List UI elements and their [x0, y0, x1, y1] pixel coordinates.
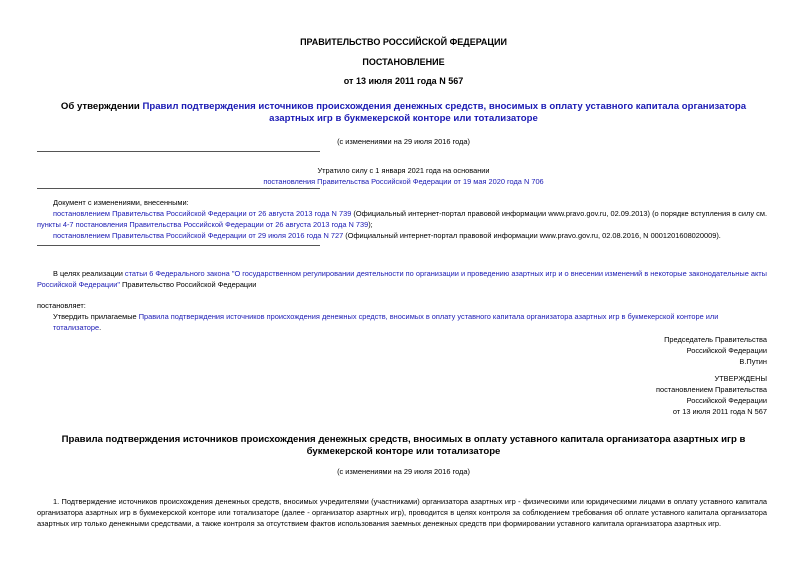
approve-start: Утвердить прилагаемые	[53, 312, 139, 321]
approved-title: УТВЕРЖДЕНЫ	[714, 374, 767, 383]
preamble-law-link[interactable]: статьи 6 Федерального закона "О государственном регулировании деятельности по организации и проведению азартных игр и о внесении изменений в некоторые законодательные акты Российской Федерации"	[37, 269, 767, 289]
signature-title: Председатель Правительства	[664, 335, 767, 344]
divider	[37, 245, 320, 246]
amendment-1-text: (Официальный интернет-портал правовой информации www.pravo.gov.ru, 02.09.2013) (о порядке вступления в силу см.	[351, 209, 767, 218]
approve-end: .	[99, 323, 102, 332]
resolves-text: постановляет:	[37, 301, 86, 310]
signature-org: Российской Федерации	[686, 346, 767, 355]
title-changes: (с изменениями на 29 июля 2016 года)	[337, 137, 470, 146]
divider	[37, 151, 320, 152]
amendment-1-clauses-link[interactable]: пункты 4-7 постановления Правительства Российской Федерации от 26 августа 2013 года N 739	[37, 220, 369, 229]
amendment-2-link[interactable]: постановлением Правительства Российской Федерации от 29 июля 2016 года N 727	[53, 231, 344, 240]
amendment-2-text: (Официальный интернет-портал правовой информации www.pravo.gov.ru, 02.08.2016, N 0001201608020009).	[343, 231, 721, 240]
approve-paragraph	[53, 311, 767, 333]
amendment-item-1	[37, 208, 767, 230]
expired-basis-link[interactable]: постановления Правительства Российской Федерации от 19 мая 2020 года N 706	[263, 177, 544, 186]
title-rules-link[interactable]: Правил подтверждения источников происхождения денежных средств, вносимых в оплату уставного капитала организатора азартных игр в букмекерской конторе или тотализаторе	[142, 101, 747, 124]
document-title	[40, 101, 767, 125]
title-prefix: Об утверждении	[60, 101, 143, 112]
approve-rules-link[interactable]: Правила подтверждения источников происхождения денежных средств, вносимых в оплату уставного капитала организатора азартных игр в букмекерской конторе или тотализаторе	[53, 312, 719, 332]
expired-text: Утратило силу с 1 января 2021 года на основании	[317, 166, 490, 175]
header-org: ПРАВИТЕЛЬСТВО РОССИЙСКОЙ ФЕДЕРАЦИИ	[300, 37, 507, 47]
approved-block	[500, 373, 767, 417]
preamble-end: Правительство Российской Федерации	[120, 280, 257, 289]
signature-name: В.Путин	[739, 357, 767, 366]
preamble	[37, 268, 767, 290]
signature-block	[500, 334, 767, 367]
divider	[37, 188, 320, 189]
approved-date: от 13 июля 2011 года N 567	[672, 407, 767, 416]
rules-title: Правила подтверждения источников происхождения денежных средств, вносимых в оплату уставного капитала организатора азартных игр в букмекерской конторе или тотализаторе	[61, 434, 746, 457]
approved-by: постановлением Правительства	[656, 385, 767, 394]
amendment-1-link[interactable]: постановлением Правительства Российской Федерации от 26 августа 2013 года N 739	[53, 209, 352, 218]
expired-note	[40, 165, 767, 187]
header-date-number: от 13 июля 2011 года N 567	[343, 76, 464, 86]
amendment-1-end: );	[368, 220, 373, 229]
rules-paragraph-1: 1. Подтверждение источников происхождения денежных средств, вносимых учредителями (участниками) организатора азартных игр - физическими или юридическими лицами в оплату уставного капитала организатора азартных игр в букмекерской конторе или тотализаторе (далее - организатор азартных игр), проводится в целях контроля за соблюдением требования об оплате уставного капитала организатора азартных игр только денежными средствами, а также контроля за отсутствием фактов использования заемных денежных средств при формировании уставного капитала организатора азартных игр.	[37, 497, 767, 528]
header-doc-type: ПОСТАНОВЛЕНИЕ	[362, 57, 445, 67]
approved-org: Российской Федерации	[686, 396, 767, 405]
rules-changes: (с изменениями на 29 июля 2016 года)	[337, 467, 470, 476]
preamble-start: В целях реализации	[53, 269, 125, 278]
amendments-heading: Документ с изменениями, внесенными:	[53, 198, 189, 207]
amendment-item-2	[53, 230, 767, 241]
